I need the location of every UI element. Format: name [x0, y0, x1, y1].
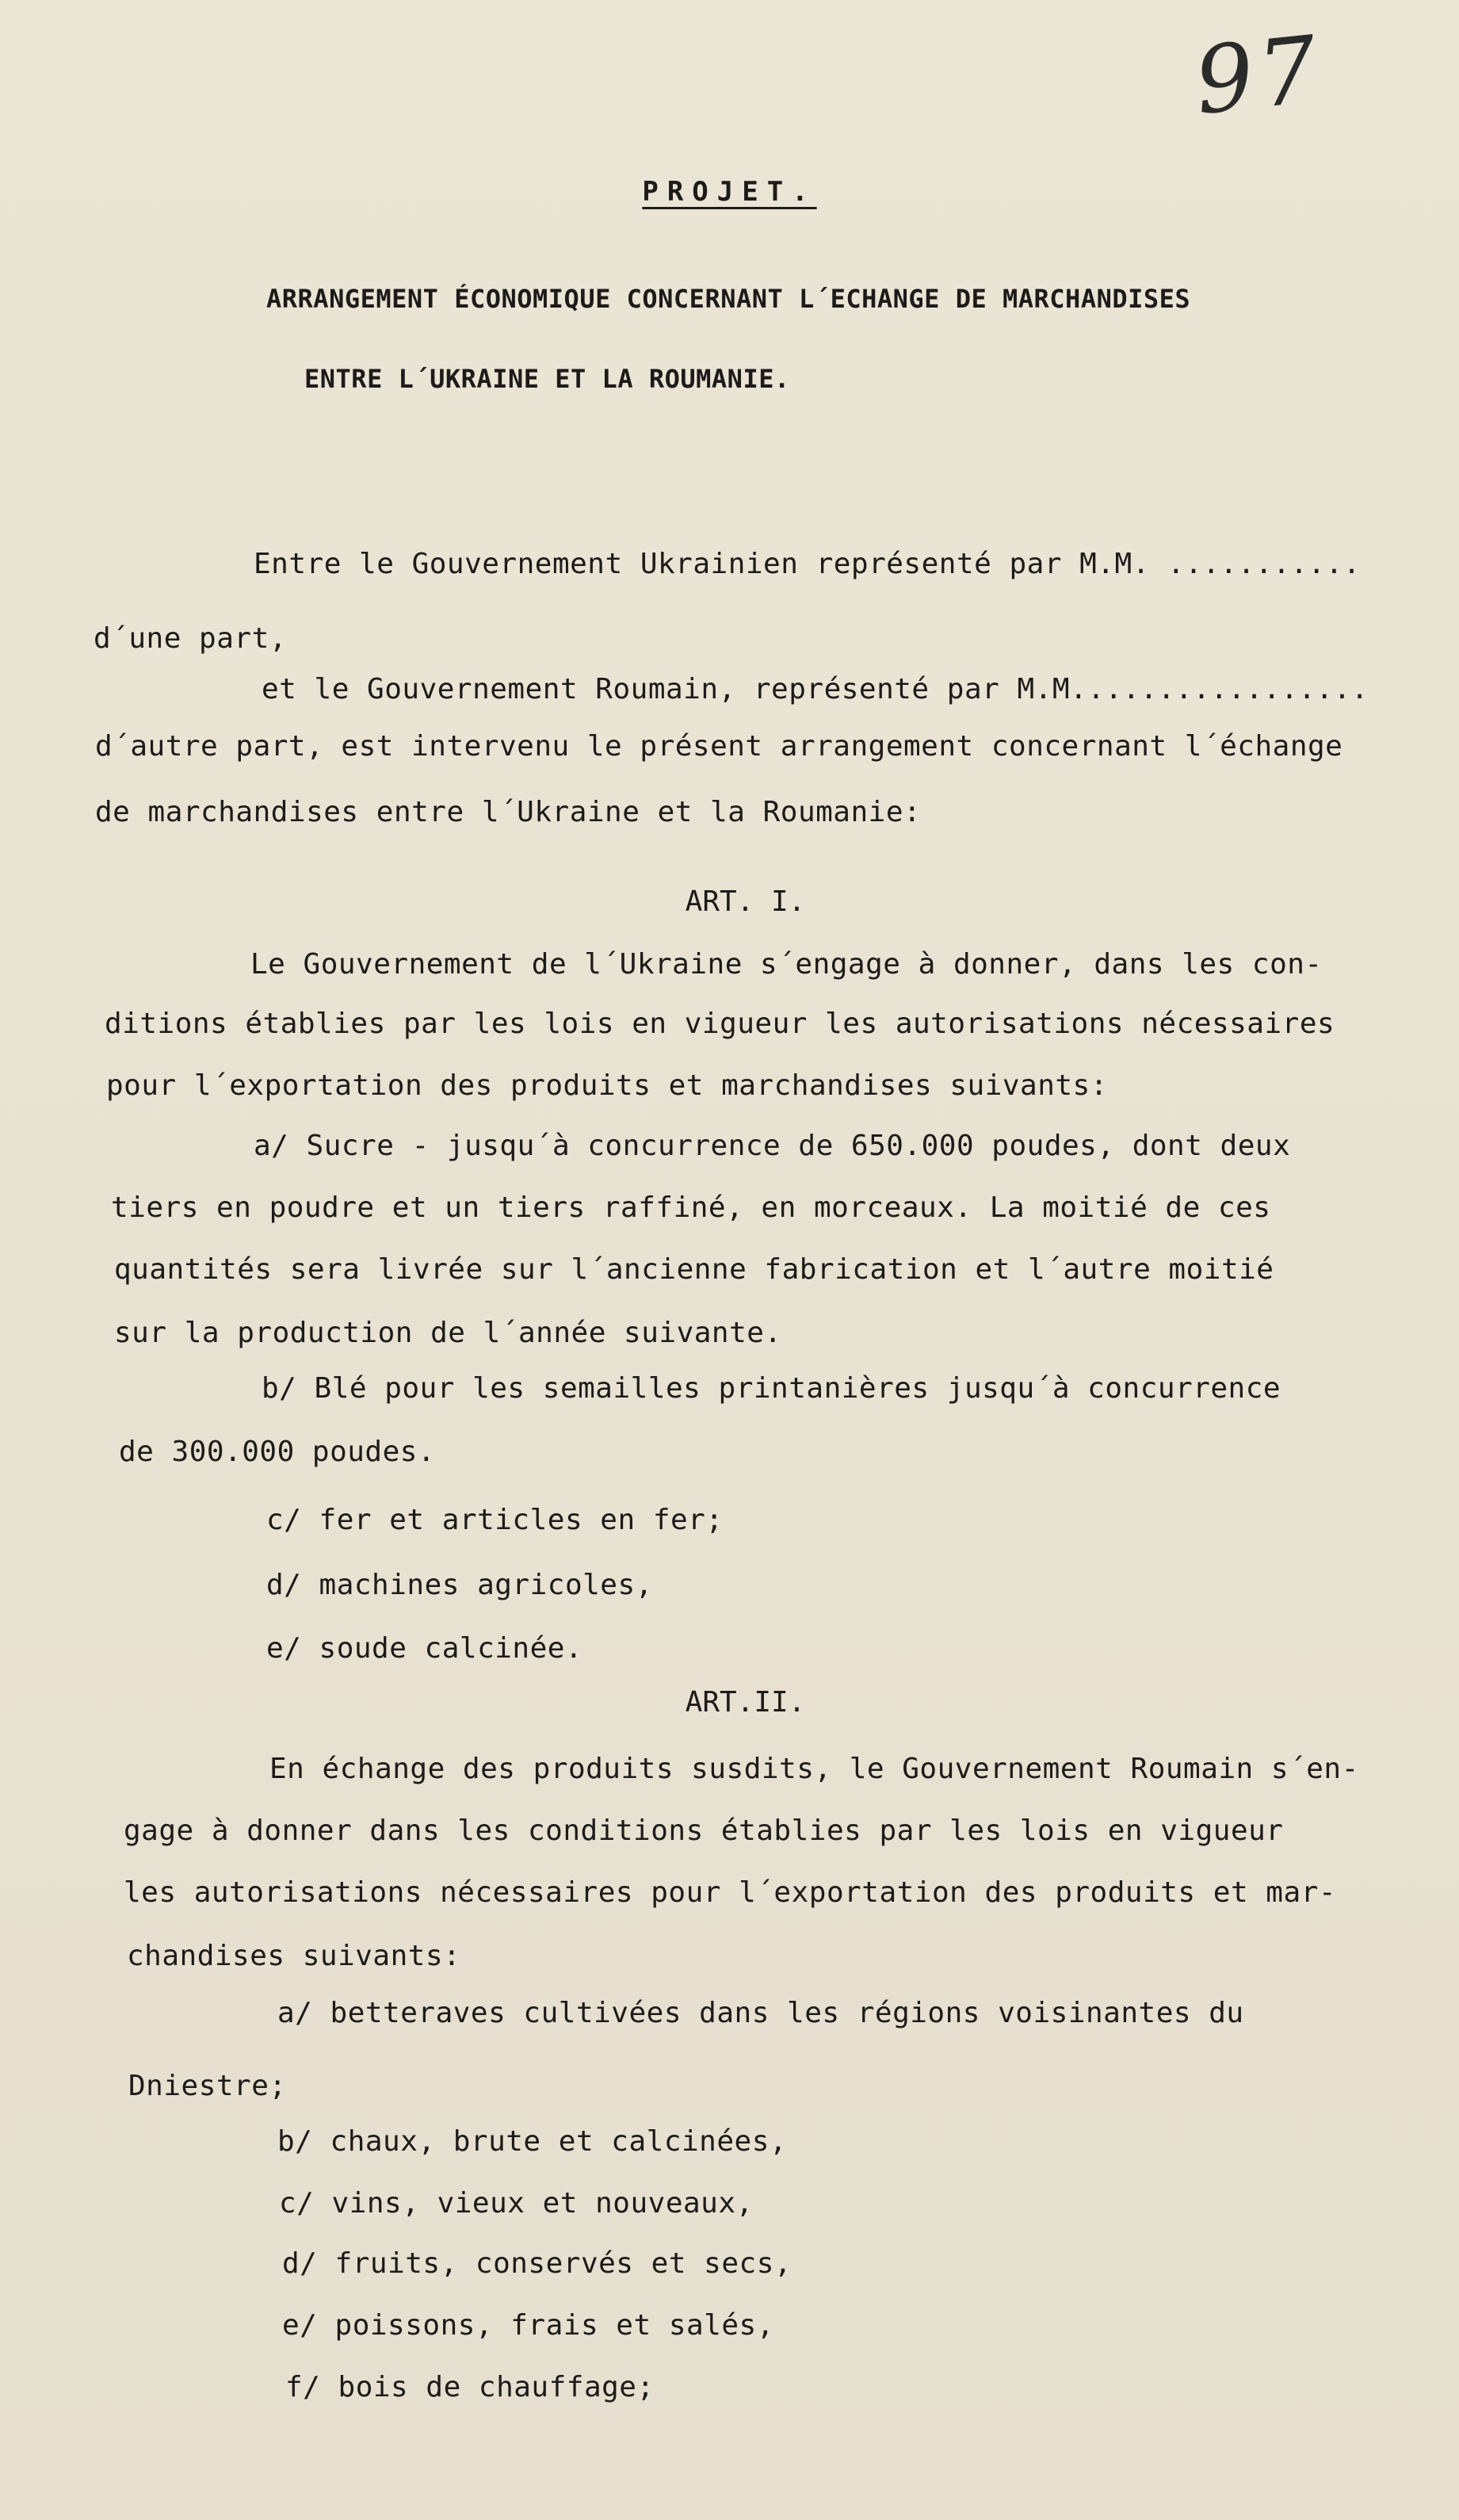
article-2-line: gage à donner dans les conditions établies par les lois en vigueur — [124, 1814, 1284, 1847]
preamble-line: et le Gouvernement Roumain, représenté par M.M................. — [262, 673, 1369, 706]
article-2-heading: ART.II. — [685, 1686, 806, 1719]
article-2-line: c/ vins, vieux et nouveaux, — [279, 2187, 754, 2220]
article-1-line: c/ fer et articles en fer; — [266, 1504, 724, 1536]
article-2-line: f/ bois de chauffage; — [285, 2371, 655, 2403]
article-2-line: e/ poissons, frais et salés, — [282, 2309, 774, 2342]
article-2-line: d/ fruits, conservés et secs, — [282, 2247, 793, 2280]
article-1-line: e/ soude calcinée. — [266, 1632, 583, 1665]
article-1-line: ditions établies par les lois en vigueur les autorisations nécessaires — [105, 1008, 1335, 1040]
article-1-line: quantités sera livrée sur l´ancienne fabrication et l´autre moitié — [114, 1253, 1274, 1286]
subtitle-line-2: ENTRE L´UKRAINE ET LA ROUMANIE. — [304, 364, 790, 394]
article-2-line: b/ chaux, brute et calcinées, — [277, 2125, 788, 2158]
article-2-line: chandises suivants: — [127, 1940, 461, 1972]
article-1-line: pour l´exportation des produits et marchandises suivants: — [106, 1069, 1108, 1102]
article-1-line: tiers en poudre et un tiers raffiné, en morceaux. La moitié de ces — [111, 1191, 1271, 1224]
document-title — [0, 176, 1459, 208]
article-1-line: a/ Sucre - jusqu´à concurrence de 650.000 poudes, dont deux — [254, 1130, 1291, 1162]
preamble-line: de marchandises entre l´Ukraine et la Roumanie: — [95, 796, 922, 828]
article-1-line: sur la production de l´année suivante. — [114, 1317, 782, 1349]
subtitle-line-1: ARRANGEMENT ÉCONOMIQUE CONCERNANT L´ECHANGE DE MARCHANDISES — [266, 284, 1191, 314]
article-1-line: b/ Blé pour les semailles printanières jusqu´à concurrence — [262, 1372, 1281, 1405]
article-2-line: les autorisations nécessaires pour l´exportation des produits et mar- — [124, 1876, 1336, 1909]
article-2-line: Dniestre; — [128, 2070, 287, 2102]
preamble-line: Entre le Gouvernement Ukrainien représenté par M.M. ........... — [254, 548, 1361, 580]
article-1-line: Le Gouvernement de l´Ukraine s´engage à donner, dans les con- — [250, 948, 1323, 981]
preamble-line: d´une part, — [94, 622, 287, 655]
article-1-line: de 300.000 poudes. — [119, 1436, 436, 1468]
article-1-heading: ART. I. — [685, 885, 806, 918]
preamble-line: d´autre part, est intervenu le présent arrangement concernant l´échange — [95, 730, 1343, 763]
document-title-text: PROJET. — [642, 176, 817, 208]
folio-number: 97 — [1190, 16, 1327, 136]
article-2-line: En échange des produits susdits, le Gouvernement Roumain s´en- — [269, 1753, 1359, 1785]
article-1-line: d/ machines agricoles, — [266, 1569, 653, 1601]
article-2-line: a/ betteraves cultivées dans les régions voisinantes du — [277, 1997, 1244, 2029]
